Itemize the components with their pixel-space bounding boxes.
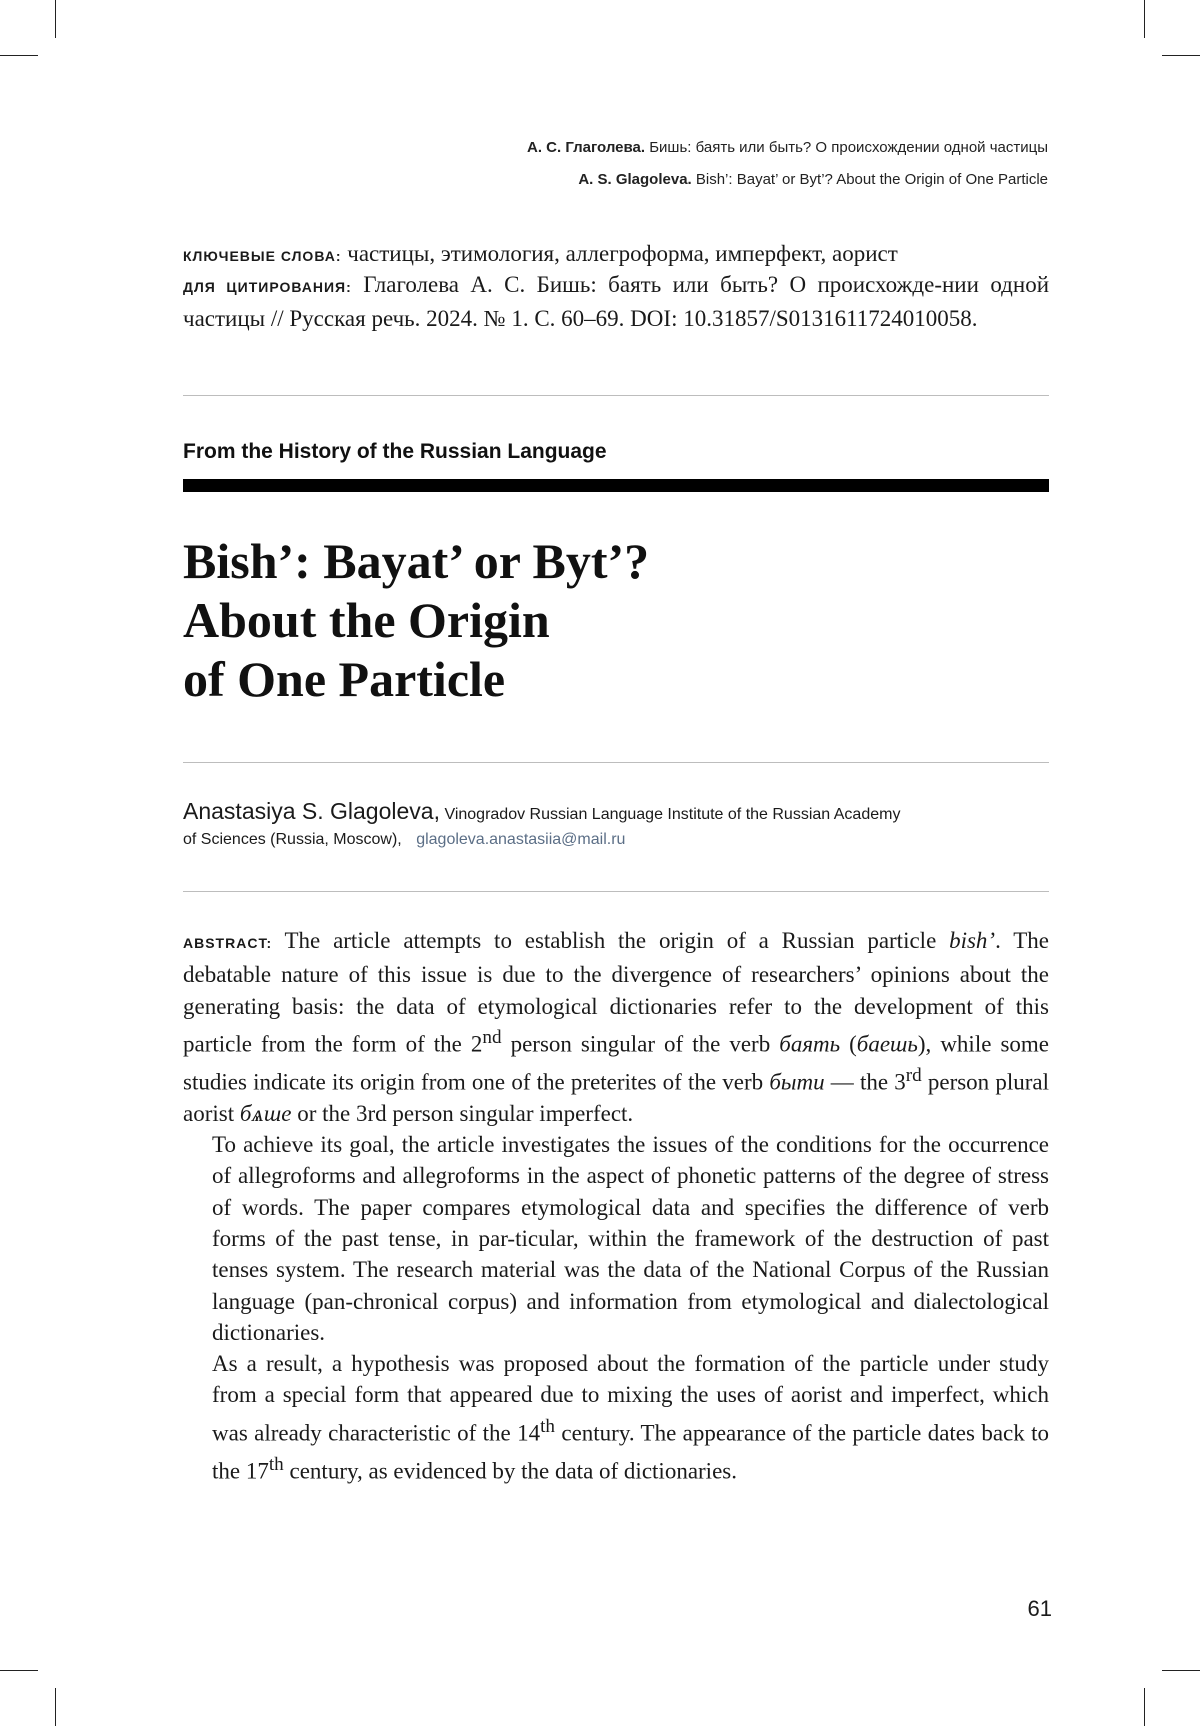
abstract-text: person singular of the verb: [501, 1031, 771, 1057]
abstract-text: century. The appearance of the particle dates back to the 17: [212, 1420, 1049, 1484]
author-affiliation-2: of Sciences (Russia, Moscow),: [183, 831, 402, 848]
superscript: th: [540, 1415, 555, 1437]
keywords-text: частицы, этимология, аллегроформа, имперфект, аорист: [347, 241, 898, 266]
abstract-text: . The debatable nature of this issue is due to the divergence of researchers’ opinions about the generating basis: the data of etymological dictionaries refer to the development of this particle from the form of the 2: [183, 928, 1049, 1057]
running-head-ru-title: Бишь: баять или быть? О происхождении одной частицы: [649, 139, 1048, 156]
superscript: th: [268, 1453, 284, 1475]
abstract-italic-term: баять: [779, 1031, 841, 1057]
superscript: nd: [482, 1026, 502, 1048]
abstract-paragraph-3: [183, 1348, 1049, 1487]
keywords-label: КЛЮЧЕВЫЕ СЛОВА:: [183, 248, 342, 264]
citation: [183, 269, 1049, 334]
abstract-italic-term: bish’: [949, 928, 996, 953]
superscript: rd: [905, 1064, 922, 1086]
abstract-text: As a result, a hypothesis was proposed about the formation of the particle under study from a special form that appeared due to mixing the uses of aorist and imperfect, which was already characteristic of the 14: [212, 1351, 1049, 1446]
abstract-text: The article attempts to establish the origin of a Russian particle: [284, 928, 937, 953]
divider: [183, 891, 1049, 892]
author-block: [183, 798, 1049, 849]
abstract-text: or the 3rd person singular imperfect.: [291, 1100, 634, 1126]
running-head-ru-author: А. С. Глаголева.: [527, 139, 646, 156]
running-head-en: [578, 171, 1048, 188]
abstract: [183, 925, 1049, 1487]
abstract-italic-term: быти: [769, 1069, 825, 1095]
title-line-1: Bish’: Bayat’ or Byt’?: [183, 533, 650, 589]
abstract-paragraph-1: ABSTRACT: The article attempts to establish the origin of a Russian particle bish’. The debatable nature of this issue is due to the divergence of researchers’ opinions about the generating basis: the data of etymological dictionaries refer to the development of this particle from the form of the 2nd person singular of the verb баять (баешь), while some studies indicate its origin from one of the preterites of the verb быти — the 3rd person plural aorist бѧше or the 3rd person singular imperfect.: [183, 928, 1050, 1126]
abstract-italic-term: баешь: [856, 1031, 918, 1057]
crop-mark: [1144, 1688, 1145, 1726]
author-email-link[interactable]: glagoleva.anastasiia@mail.ru: [416, 831, 626, 848]
running-head-en-title: Bish’: Bayat’ or Byt’? About the Origin of One Particle: [695, 171, 1048, 188]
abstract-text: person plural aorist: [183, 1069, 1050, 1126]
running-head-en-author: A. S. Glagoleva.: [578, 171, 692, 188]
abstract-text: ), while some studies indicate its origin from one of the preterites of the verb: [183, 1031, 1049, 1095]
section-heading: From the History of the Russian Language: [183, 440, 607, 463]
author-name: Anastasiya S. Glagoleva,: [183, 798, 440, 824]
citation-text: Глаголева А. С. Бишь: баять или быть? О происхожде-нии одной частицы // Русская речь. 2024. № 1. С. 60–69. DOI: 10.31857/S0131611724010058.: [183, 272, 1049, 331]
abstract-text: century, as evidenced by the data of dictionaries.: [283, 1458, 737, 1484]
crop-mark: [1162, 55, 1200, 56]
crop-mark: [0, 1670, 38, 1671]
title-line-2: About the Origin: [183, 592, 550, 648]
abstract-label: ABSTRACT:: [183, 935, 273, 951]
running-head-ru: [527, 139, 1048, 156]
divider: [183, 395, 1049, 396]
keywords: [183, 238, 1049, 272]
crop-mark: [55, 1688, 56, 1726]
crop-mark: [1144, 0, 1145, 38]
abstract-paragraph-2: To achieve its goal, the article investigates the issues of the conditions for the occurrence of allegroforms and allegroforms in the aspect of phonetic patterns of the degree of stress of words. The paper compares etymological data and specifies the difference of verb forms of the past tense, in par-ticular, within the framework of the destruction of past tenses system. The research material was the data of the National Corpus of the Russian language (pan-chronical corpus) and information from etymological and dialectological dictionaries.: [212, 1132, 1049, 1345]
divider: [183, 762, 1049, 763]
crop-mark: [0, 55, 38, 56]
crop-mark: [55, 0, 56, 38]
abstract-italic-term: бѧше: [239, 1100, 292, 1126]
title-line-3: of One Particle: [183, 651, 506, 707]
crop-mark: [1162, 1670, 1200, 1671]
heading-rule: [183, 479, 1049, 492]
article-title: [183, 532, 1049, 709]
abstract-text: — the 3: [824, 1069, 906, 1095]
citation-label: ДЛЯ ЦИТИРОВАНИЯ:: [183, 279, 352, 295]
page-number: 61: [1027, 1596, 1052, 1621]
author-affiliation-1: Vinogradov Russian Language Institute of the Russian Academy: [444, 806, 901, 823]
